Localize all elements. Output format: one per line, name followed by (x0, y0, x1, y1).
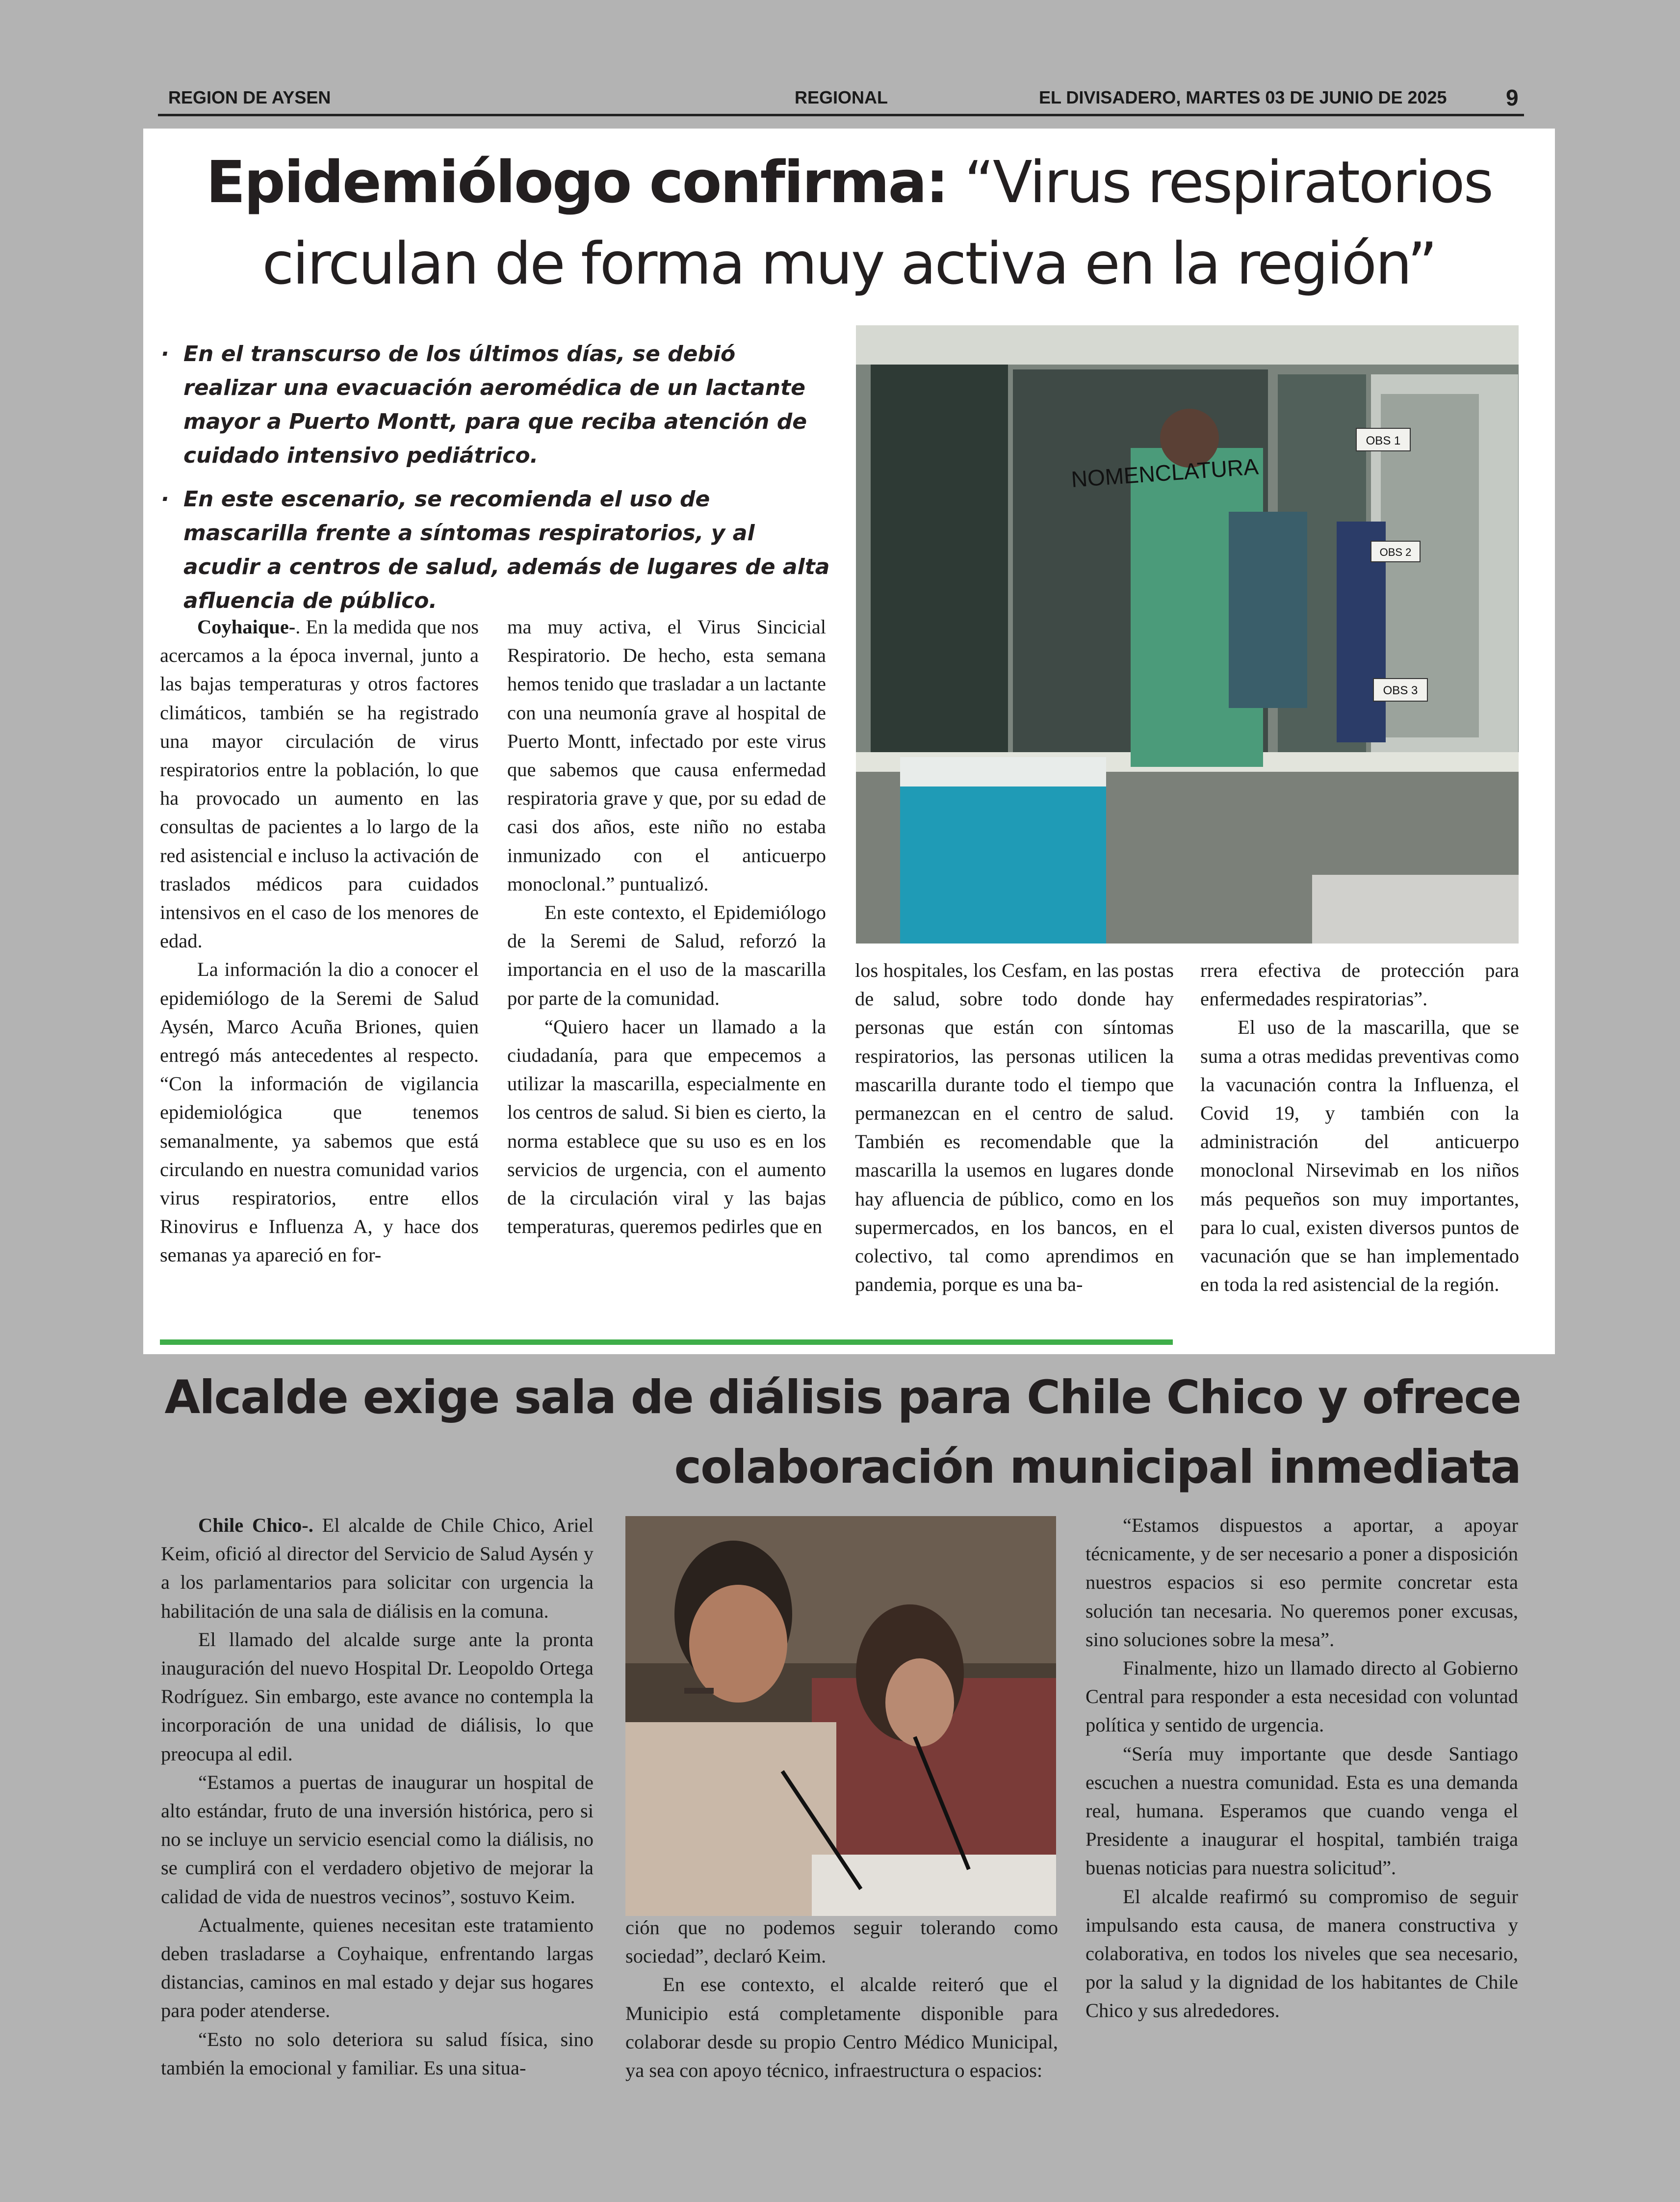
story-2-paragraph: El alcalde reafirmó su compromiso de seguir impulsando esta causa, de manera constructiva y colaborativa, en todos los niveles que sea necesario, por la salud y la dignidad de los habitantes de Chile Chico y sus alrededores. (1086, 1885, 1518, 2022)
story-2-column-2 (625, 1914, 1058, 2085)
story-1-bullets (161, 337, 833, 628)
photo-label-obs2: OBS 2 (1379, 546, 1412, 558)
story-1-paragraph: El uso de la mascarilla, que se suma a otras medidas preventivas como la vacunación contra la Influenza, el Covid 19, y también con la administración del anticuerpo monoclonal Nirsevimab en los niños más pequeños son muy importantes, para lo cual, existen diversos puntos de vacunación que se han implementado en toda la red asistencial de la región. (1200, 1016, 1519, 1296)
story-2-column-1 (161, 1511, 594, 2082)
story-1-paragraph: En este contexto, el Epidemiólogo de la Seremi de Salud, reforzó la importancia en el uso de la mascarilla por parte de la comunidad. (507, 901, 826, 1009)
hospital-photo (856, 325, 1519, 944)
story-1-column-2 (507, 613, 826, 1241)
story-2-paragraph: ción que no podemos seguir tolerando como sociedad”, declaró Keim. (625, 1916, 1058, 1967)
story-1-headline-quote-2: circulan de forma muy activa en la región” (262, 230, 1436, 297)
story-2-paragraph: Actualmente, quienes necesitan este tratamiento deben trasladarse a Coyhaique, enfrentando largas distancias, caminos en mal estado y dejar sus hogares para poder atenderse. (161, 1914, 594, 2022)
story-1-green-rule (160, 1339, 1173, 1345)
photo-label-obs1: OBS 1 (1366, 434, 1401, 447)
date-line: EL DIVISADERO, MARTES 03 DE JUNIO DE 2025 (1039, 87, 1447, 107)
story-1-paragraph: rrera efectiva de protección para enfermedades respiratorias”. (1200, 959, 1519, 1010)
page-number: 9 (1506, 85, 1519, 110)
story-2-column-3 (1086, 1511, 1518, 2025)
story-1-paragraph: ma muy activa, el Virus Sincicial Respiratorio. De hecho, esta semana hemos tenido que trasladar a un lactante con una neumonía grave al hospital de Puerto Montt, infectado por este virus que sabemos que causa enfermedad respiratoria grave y que, por su edad de casi dos años, este niño no estaba inmunizado con el anticuerpo monoclonal.” puntualizó. (507, 616, 826, 895)
story-2-paragraph: Finalmente, hizo un llamado directo al Gobierno Central para responder a esta necesidad con voluntad política y sentido de urgencia. (1086, 1657, 1518, 1736)
story-1-paragraph: . En la medida que nos acercamos a la época invernal, junto a las bajas temperaturas y otros factores climáticos, también se ha registrado una mayor circulación de virus respiratorios entre la población, lo que ha provocado un aumento en las consultas de pacientes a lo largo de la red asistencial e incluso la activación de traslados médicos para cuidados intensivos en el caso de los menores de edad. (160, 616, 479, 952)
story-1-column-3 (855, 956, 1174, 1299)
story-1-paragraph: los hospitales, los Cesfam, en las postas de salud, sobre todo donde hay personas que están con síntomas respiratorios, las personas utilicen la mascarilla durante todo el tiempo que permanezcan en el centro de salud. También es recomendable que la mascarilla la usemos en lugares donde hay afluencia de público, como en los supermercados, en los bancos, en el colectivo, tal como aprendimos en pandemia, porque es una ba- (855, 959, 1174, 1296)
hospital-photo-image (856, 325, 1519, 944)
story-2-headline-line-1: Alcalde exige sala de diálisis para Chile Chico y ofrece (164, 1371, 1521, 1424)
story-1-paragraph: La información la dio a conocer el epidemiólogo de la Seremi de Salud Aysén, Marco Acuña Briones, quien entregó más antecedentes al respecto. “Con la información de vigilancia epidemiológica que tenemos semanalmente, ya sabemos que está circulando en nuestra comunidad varios virus respiratorios, entre ellos Rinovirus e Influenza A, y hace dos semanas ya apareció en for- (160, 958, 479, 1266)
story-1-column-1 (160, 613, 479, 1270)
section-left: REGION DE AYSEN (168, 87, 331, 107)
story-2-paragraph: En ese contexto, el alcalde reiteró que el Municipio está completamente disponible para colaborar desde su propio Centro Médico Municipal, ya sea con apoyo técnico, infraestructura o espacios: (625, 1973, 1058, 2082)
story-2-paragraph: “Estamos dispuestos a aportar, a apoyar técnicamente, y de ser necesario a poner a disposición nuestros espacios si eso permite concretar esta solución tan necesaria. No queremos poner excusas, sino soluciones sobre la mesa”. (1086, 1514, 1518, 1651)
section-center: REGIONAL (795, 87, 888, 107)
header-rule (158, 114, 1524, 116)
photo-sign-text: NOMENCLATURA (1070, 453, 1260, 492)
bullet-text: En el transcurso de los últimos días, se debió realizar una evacuación aeromédica de un lactante mayor a Puerto Montt, para que reciba atención de cuidado intensivo pediátrico. (183, 341, 807, 468)
bullet-item: · En este escenario, se recomienda el uso de mascarilla frente a síntomas respiratorios, y al acudir a centros de salud, además de lugares de alta afluencia de público. (161, 487, 830, 613)
bullet-text: En este escenario, se recomienda el uso de mascarilla frente a síntomas respiratorios, y al acudir a centros de salud, además de lugares de alta afluencia de público. (183, 487, 830, 613)
mayor-photo (625, 1516, 1056, 1916)
story-2-headline (147, 1363, 1521, 1502)
story-2-paragraph: “Estamos a puertas de inaugurar un hospital de alto estándar, fruto de una inversión histórica, pero si no se incluye un servicio esencial como la diálisis, no se cumplirá con el verdadero objetivo de mejorar la calidad de vida de nuestros vecinos”, sostuvo Keim. (161, 1771, 594, 1908)
story-2-paragraph: El llamado del alcalde surge ante la pronta inauguración del nuevo Hospital Dr. Leopoldo Ortega Rodríguez. Sin embargo, este avance no contempla la incorporación de una unidad de diálisis, lo que preocupa al edil. (161, 1628, 594, 1765)
photo-label-obs3: OBS 3 (1383, 684, 1418, 697)
story-1-column-4 (1200, 956, 1519, 1299)
story-2-paragraph: “Sería muy importante que desde Santiago escuchen a nuestra comunidad. Esta es una demanda real, humana. Esperamos que cuando venga el Presidente a inaugurar el hospital, también traiga buenas noticias para nuestra solicitud”. (1086, 1742, 1518, 1879)
bullet-item: · En el transcurso de los últimos días, se debió realizar una evacuación aeromédica de un lactante mayor a Puerto Montt, para que reciba atención de cuidado intensivo pediátrico. (161, 341, 807, 468)
story-1-headline (143, 141, 1555, 304)
story-1-headline-quote-1: “Virus respiratorios (964, 148, 1493, 216)
story-2-dateline: Chile Chico-. (198, 1514, 313, 1536)
story-2-headline-line-2: colaboración municipal inmediata (674, 1441, 1521, 1494)
story-1-paragraph: “Quiero hacer un llamado a la ciudadanía, para que empecemos a utilizar la mascarilla, especialmente en los centros de salud. Si bien es cierto, la norma establece que su uso es en los servicios de urgencia, con el aumento de la circulación viral y las bajas temperaturas, queremos pedirles que en (507, 1015, 826, 1238)
story-1-dateline: Coyhaique- (197, 616, 296, 638)
story-2-paragraph: “Esto no solo deteriora su salud física, sino también la emocional y familiar. Es una situa- (161, 2028, 594, 2079)
mayor-photo-image (625, 1516, 1056, 1916)
story-1-headline-bold: Epidemiólogo confirma: (206, 148, 948, 216)
story-2-paragraph: El alcalde de Chile Chico, Ariel Keim, ofició al director del Servicio de Salud Aysén y a los parlamentarios para solicitar con urgencia la habilitación de una sala de diálisis en la comuna. (161, 1514, 594, 1622)
